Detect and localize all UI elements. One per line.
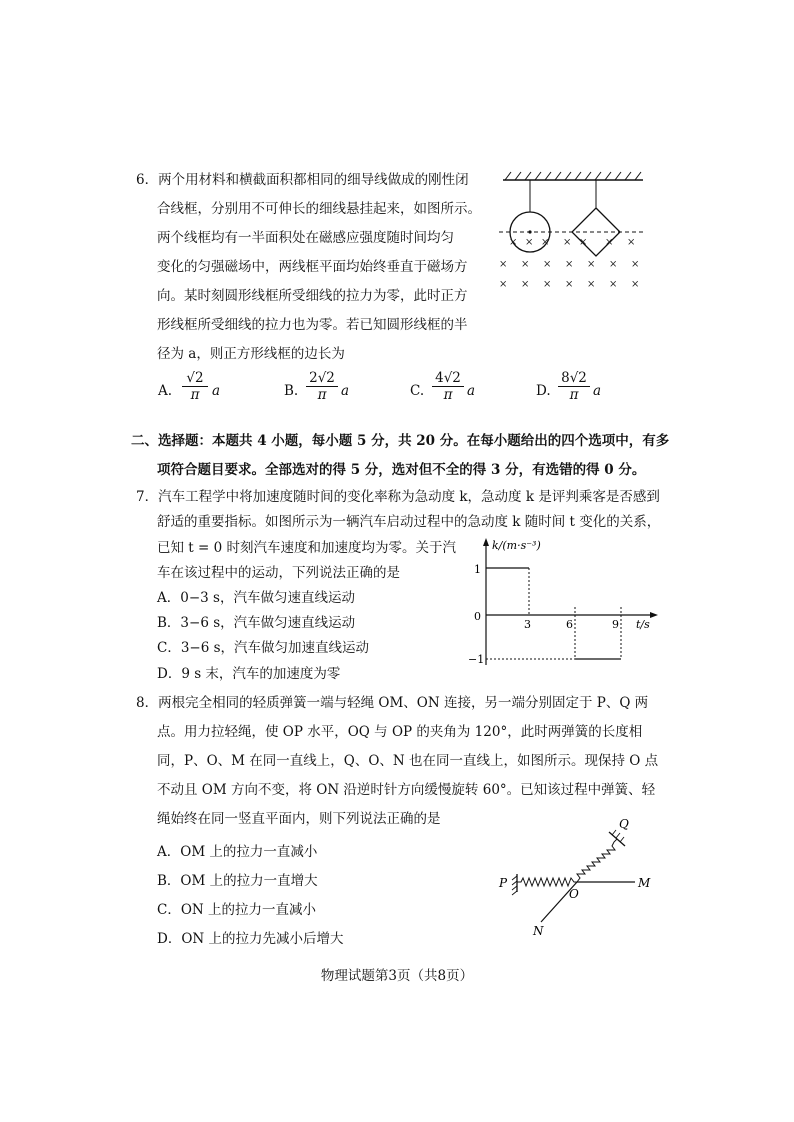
x-tick-3: 3 [524,618,531,631]
q6-option-b-num: 2√2 [306,370,338,387]
cross: × [521,279,530,290]
cross: × [609,259,618,270]
cross: × [631,259,640,270]
cross: × [563,237,572,248]
cross: × [627,237,636,248]
q7-line-2: 舒适的重要指标。如图所示为一辆汽车启动过程中的急动度 k 随时间 t 变化的关系， [157,514,661,530]
q6-option-d-var: a [593,383,602,399]
q8-spring-figure [495,812,665,940]
q7-option-d[interactable]: D．9 s 末，汽车的加速度为零 [157,666,341,682]
cross: × [609,279,618,290]
q6-option-a-num: √2 [182,370,208,387]
q6-option-c-num: 4√2 [432,370,464,387]
cross: × [499,259,508,270]
q6-option-b-label: B. [284,383,299,399]
q6-line-3: 两个线框均有一半面积处在磁感应强度随时间均匀 [157,230,454,246]
q8-line-5: 绳始终在同一竖直平面内，则下列说法正确的是 [157,811,441,827]
cross: × [587,259,596,270]
q7-jerk-graph [462,535,662,671]
q6-option-b-fraction [306,370,338,403]
q6-option-b-var: a [341,383,350,399]
x-axis-arrow [650,612,658,618]
q8-line-2: 点。用力拉轻绳，使 OP 水平，OQ 与 OP 的夹角为 120°，此时两弹簧的长度相 [157,724,643,740]
q6-magnetic-field-figure [495,168,655,298]
q6-option-d-num: 8√2 [558,370,590,387]
q6-line-1: 6．两个用材料和横截面积都相同的细导线做成的刚性闭 [136,172,469,188]
spring-oq [577,839,617,882]
y-tick-neg1: −1 [468,653,485,666]
cross: × [565,259,574,270]
q8-line-4: 不动且 OM 方向不变，将 ON 沿逆时针方向缓慢旋转 60°。已知该过程中弹簧、轻 [157,782,656,798]
q7-line-1: 7．汽车工程学中将加速度随时间的变化率称为急动度 k，急动度 k 是评判乘客是否感到 [136,489,660,505]
q6-line-2: 合线框，分别用不可伸长的细线悬挂起来，如图所示。 [157,201,481,217]
q6-line-6: 形线框所受细线的拉力也为零。若已知圆形线框的半 [157,317,468,333]
cross: × [525,237,534,248]
q6-option-c-den: π [443,387,453,403]
cross: × [565,279,574,290]
field-crosses [499,237,639,290]
cross: × [605,237,614,248]
y-tick-0: 0 [474,610,481,623]
q6-option-c-label: C. [410,383,425,399]
section-2-line-1: 二、选择题：本题共 4 小题，每小题 5 分，共 20 分。在每小题给出的四个选项中，有多 [131,433,670,449]
q8-line-3: 同，P、O、M 在同一直线上，Q、O、N 也在同一直线上，如图所示。现保持 O 点 [157,753,659,769]
q6-option-d-fraction [558,370,590,403]
label-o: O [569,887,579,901]
cross: × [509,237,518,248]
q8-option-a[interactable]: A．OM 上的拉力一直减小 [157,844,318,860]
x-axis-label: t/s [636,618,650,631]
q7-option-c[interactable]: C．3−6 s，汽车做匀加速直线运动 [157,640,370,656]
y-tick-1: 1 [474,563,481,576]
wall-p-hatching [512,876,517,895]
q6-option-c-var: a [467,383,476,399]
cross: × [631,279,640,290]
q7-line-3: 已知 t = 0 时刻汽车速度和加速度均为零。关于汽 [157,540,456,556]
q6-option-a-fraction [182,370,208,403]
cross: × [543,259,552,270]
label-m: M [638,876,651,890]
ceiling-hatching [505,172,641,180]
q6-option-d-label: D. [536,383,551,399]
cross: × [499,279,508,290]
q7-line-4: 车在该过程中的运动，下列说法正确的是 [157,565,400,581]
cross: × [543,279,552,290]
q6-option-a-label: A. [158,383,173,399]
q6-option-d-den: π [569,387,579,403]
section-2-line-2: 项符合题目要求。全部选对的得 5 分，选对但不全的得 3 分，有选错的得 0 分。 [157,462,646,478]
spring-po [517,878,577,886]
x-tick-6: 6 [566,618,573,631]
q8-line-1: 8．两根完全相同的轻质弹簧一端与轻绳 OM、ON 连接，另一端分别固定于 P、Q 两 [136,695,649,711]
q6-option-b-den: π [317,387,327,403]
label-n: N [533,924,544,938]
cross: × [587,279,596,290]
page-footer: 物理试题第3页（共8页） [320,968,474,984]
cross: × [541,237,550,248]
label-q: Q [619,817,629,831]
q8-option-b[interactable]: B．OM 上的拉力一直增大 [157,873,318,889]
x-tick-9: 9 [612,618,619,631]
y-axis-label: k/(m·s⁻³) [492,539,541,552]
q6-line-7: 径为 a，则正方形线框的边长为 [157,346,345,362]
q8-option-c[interactable]: C．ON 上的拉力一直减小 [157,902,317,918]
cross: × [521,259,530,270]
q7-option-a[interactable]: A．0−3 s，汽车做匀速直线运动 [157,590,355,606]
q6-line-4: 变化的匀强磁场中，两线框平面均始终垂直于磁场方 [157,259,468,275]
label-p: P [499,876,508,890]
q6-line-5: 向。某时刻圆形线框所受细线的拉力为零，此时正方 [157,288,468,304]
q6-option-c-fraction [432,370,464,403]
cross: × [579,237,588,248]
q7-option-b[interactable]: B．3−6 s，汽车做匀速直线运动 [157,615,356,631]
q8-option-d[interactable]: D．ON 上的拉力先减小后增大 [157,931,344,947]
q6-option-a-var: a [212,383,221,399]
y-axis-arrow [483,538,489,546]
q6-option-a-den: π [190,387,200,403]
